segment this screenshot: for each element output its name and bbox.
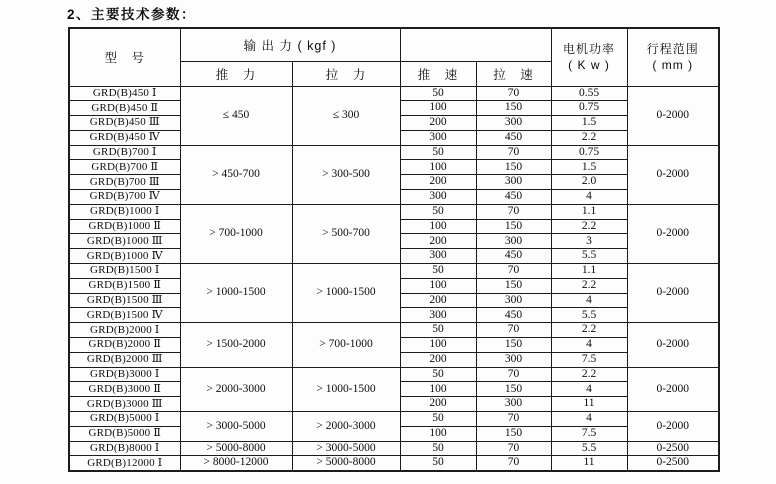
pull-force-cell: > 300-500 bbox=[292, 145, 400, 204]
motor-power-cell: 2.2 bbox=[551, 219, 627, 234]
pull-speed-cell: 70 bbox=[476, 367, 551, 382]
model-cell: GRD(B)1000 Ⅱ bbox=[69, 219, 180, 234]
push-speed-cell: 50 bbox=[400, 441, 476, 456]
table-row bbox=[69, 145, 719, 160]
table-row bbox=[69, 323, 719, 338]
pull-force-cell: > 3000-5000 bbox=[292, 441, 400, 456]
pull-force-cell: ≤ 300 bbox=[292, 86, 400, 145]
pull-speed-cell: 70 bbox=[476, 264, 551, 279]
header-push-force: 推 力 bbox=[180, 61, 292, 86]
header-pull-force: 拉 力 bbox=[292, 61, 400, 86]
model-cell: GRD(B)5000 Ⅰ bbox=[69, 412, 180, 427]
motor-power-cell: 11 bbox=[551, 397, 627, 412]
push-speed-cell: 300 bbox=[400, 249, 476, 264]
pull-speed-cell: 150 bbox=[476, 101, 551, 116]
pull-speed-cell: 70 bbox=[476, 456, 551, 471]
pull-speed-cell: 70 bbox=[476, 441, 551, 456]
pull-speed-cell: 300 bbox=[476, 234, 551, 249]
table-row bbox=[69, 204, 719, 219]
pull-speed-cell: 150 bbox=[476, 338, 551, 353]
header-motor-power-line2: ( K w ) bbox=[568, 58, 610, 73]
model-cell: GRD(B)3000 Ⅰ bbox=[69, 367, 180, 382]
push-speed-cell: 200 bbox=[400, 397, 476, 412]
push-speed-cell: 300 bbox=[400, 308, 476, 323]
pull-speed-cell: 450 bbox=[476, 249, 551, 264]
pull-speed-cell: 450 bbox=[476, 308, 551, 323]
parameters-table bbox=[68, 27, 720, 472]
pull-speed-cell: 70 bbox=[476, 204, 551, 219]
motor-power-cell: 1.1 bbox=[551, 264, 627, 279]
motor-power-cell: 2.2 bbox=[551, 323, 627, 338]
model-cell: GRD(B)2000 Ⅱ bbox=[69, 338, 180, 353]
motor-power-cell: 4 bbox=[551, 190, 627, 205]
motor-power-cell: 2.2 bbox=[551, 130, 627, 145]
header-model: 型 号 bbox=[69, 28, 180, 86]
pull-speed-cell: 450 bbox=[476, 130, 551, 145]
stroke-range-cell: 0-2000 bbox=[627, 264, 719, 323]
model-cell: GRD(B)450 Ⅳ bbox=[69, 130, 180, 145]
pull-speed-cell: 150 bbox=[476, 382, 551, 397]
motor-power-cell: 2.0 bbox=[551, 175, 627, 190]
push-speed-cell: 100 bbox=[400, 426, 476, 441]
push-speed-cell: 200 bbox=[400, 116, 476, 131]
header-speed-spacer bbox=[400, 28, 551, 61]
header-motor-power-line1: 电机功率 bbox=[562, 42, 615, 57]
push-speed-cell: 100 bbox=[400, 278, 476, 293]
pull-speed-cell: 70 bbox=[476, 86, 551, 101]
table-row bbox=[69, 412, 719, 427]
motor-power-cell: 0.75 bbox=[551, 101, 627, 116]
stroke-range-cell: 0-2500 bbox=[627, 441, 719, 456]
push-force-cell: > 2000-3000 bbox=[180, 367, 292, 411]
motor-power-cell: 2.2 bbox=[551, 278, 627, 293]
section-title: 2、主要技术参数： bbox=[67, 7, 197, 22]
header-stroke-range bbox=[627, 28, 719, 86]
push-speed-cell: 50 bbox=[400, 456, 476, 471]
pull-speed-cell: 300 bbox=[476, 293, 551, 308]
model-cell: GRD(B)1000 Ⅳ bbox=[69, 249, 180, 264]
model-cell: GRD(B)1500 Ⅳ bbox=[69, 308, 180, 323]
motor-power-cell: 4 bbox=[551, 382, 627, 397]
model-cell: GRD(B)450 Ⅰ bbox=[69, 86, 180, 101]
pull-speed-cell: 300 bbox=[476, 352, 551, 367]
push-speed-cell: 300 bbox=[400, 130, 476, 145]
push-speed-cell: 200 bbox=[400, 352, 476, 367]
push-force-cell: > 1500-2000 bbox=[180, 323, 292, 367]
push-speed-cell: 50 bbox=[400, 264, 476, 279]
header-pull-speed: 拉 速 bbox=[476, 61, 551, 86]
push-force-cell: > 3000-5000 bbox=[180, 412, 292, 442]
push-force-cell: > 1000-1500 bbox=[180, 264, 292, 323]
header-stroke-range-line1: 行程范围 bbox=[646, 42, 699, 57]
motor-power-cell: 3 bbox=[551, 234, 627, 249]
pull-speed-cell: 300 bbox=[476, 175, 551, 190]
push-speed-cell: 100 bbox=[400, 382, 476, 397]
stroke-range-cell: 0-2000 bbox=[627, 145, 719, 204]
model-cell: GRD(B)1000 Ⅲ bbox=[69, 234, 180, 249]
stroke-range-cell: 0-2000 bbox=[627, 323, 719, 367]
stroke-range-cell: 0-2000 bbox=[627, 412, 719, 442]
push-speed-cell: 100 bbox=[400, 338, 476, 353]
header-motor-power bbox=[551, 28, 627, 86]
motor-power-cell: 7.5 bbox=[551, 426, 627, 441]
push-speed-cell: 50 bbox=[400, 145, 476, 160]
model-cell: GRD(B)1000 Ⅰ bbox=[69, 204, 180, 219]
push-speed-cell: 50 bbox=[400, 204, 476, 219]
model-cell: GRD(B)1500 Ⅱ bbox=[69, 278, 180, 293]
table-row bbox=[69, 367, 719, 382]
stroke-range-cell: 0-2000 bbox=[627, 86, 719, 145]
model-cell: GRD(B)8000 Ⅰ bbox=[69, 441, 180, 456]
motor-power-cell: 1.1 bbox=[551, 204, 627, 219]
pull-force-cell: > 500-700 bbox=[292, 204, 400, 263]
model-cell: GRD(B)2000 Ⅰ bbox=[69, 323, 180, 338]
model-cell: GRD(B)2000 Ⅲ bbox=[69, 352, 180, 367]
stroke-range-cell: 0-2500 bbox=[627, 456, 719, 471]
model-cell: GRD(B)700 Ⅲ bbox=[69, 175, 180, 190]
pull-force-cell: > 700-1000 bbox=[292, 323, 400, 367]
push-speed-cell: 100 bbox=[400, 101, 476, 116]
motor-power-cell: 0.75 bbox=[551, 145, 627, 160]
pull-speed-cell: 70 bbox=[476, 145, 551, 160]
pull-speed-cell: 70 bbox=[476, 323, 551, 338]
model-cell: GRD(B)1500 Ⅰ bbox=[69, 264, 180, 279]
pull-speed-cell: 150 bbox=[476, 219, 551, 234]
model-cell: GRD(B)1500 Ⅲ bbox=[69, 293, 180, 308]
stroke-range-cell: 0-2000 bbox=[627, 367, 719, 411]
push-force-cell: > 5000-8000 bbox=[180, 441, 292, 456]
table-row bbox=[69, 441, 719, 456]
push-speed-cell: 50 bbox=[400, 323, 476, 338]
motor-power-cell: 1.5 bbox=[551, 116, 627, 131]
table-row bbox=[69, 86, 719, 101]
table-row bbox=[69, 264, 719, 279]
pull-force-cell: > 2000-3000 bbox=[292, 412, 400, 442]
motor-power-cell: 4 bbox=[551, 412, 627, 427]
motor-power-cell: 0.55 bbox=[551, 86, 627, 101]
model-cell: GRD(B)5000 Ⅱ bbox=[69, 426, 180, 441]
table-header bbox=[69, 28, 719, 86]
motor-power-cell: 2.2 bbox=[551, 367, 627, 382]
motor-power-cell: 5.5 bbox=[551, 249, 627, 264]
model-cell: GRD(B)700 Ⅱ bbox=[69, 160, 180, 175]
motor-power-cell: 7.5 bbox=[551, 352, 627, 367]
model-cell: GRD(B)700 Ⅳ bbox=[69, 190, 180, 205]
header-row-1 bbox=[69, 28, 719, 61]
push-speed-cell: 50 bbox=[400, 86, 476, 101]
model-cell: GRD(B)700 Ⅰ bbox=[69, 145, 180, 160]
push-speed-cell: 200 bbox=[400, 234, 476, 249]
push-speed-cell: 50 bbox=[400, 412, 476, 427]
pull-force-cell: > 1000-1500 bbox=[292, 264, 400, 323]
model-cell: GRD(B)3000 Ⅲ bbox=[69, 397, 180, 412]
pull-speed-cell: 300 bbox=[476, 116, 551, 131]
model-cell: GRD(B)450 Ⅲ bbox=[69, 116, 180, 131]
model-cell: GRD(B)450 Ⅱ bbox=[69, 101, 180, 116]
pull-speed-cell: 300 bbox=[476, 397, 551, 412]
push-force-cell: > 450-700 bbox=[180, 145, 292, 204]
model-cell: GRD(B)3000 Ⅱ bbox=[69, 382, 180, 397]
pull-speed-cell: 450 bbox=[476, 190, 551, 205]
push-speed-cell: 300 bbox=[400, 190, 476, 205]
motor-power-cell: 11 bbox=[551, 456, 627, 471]
push-force-cell: > 700-1000 bbox=[180, 204, 292, 263]
push-force-cell: > 8000-12000 bbox=[180, 456, 292, 471]
header-output-force: 输 出 力 ( kgf ) bbox=[180, 28, 400, 61]
pull-speed-cell: 150 bbox=[476, 278, 551, 293]
model-cell: GRD(B)12000 Ⅰ bbox=[69, 456, 180, 471]
motor-power-cell: 5.5 bbox=[551, 441, 627, 456]
push-force-cell: ≤ 450 bbox=[180, 86, 292, 145]
push-speed-cell: 100 bbox=[400, 160, 476, 175]
pull-speed-cell: 150 bbox=[476, 160, 551, 175]
push-speed-cell: 200 bbox=[400, 293, 476, 308]
header-stroke-range-line2: ( mm ) bbox=[652, 58, 694, 73]
push-speed-cell: 100 bbox=[400, 219, 476, 234]
header-push-speed: 推 速 bbox=[400, 61, 476, 86]
table-row bbox=[69, 456, 719, 471]
motor-power-cell: 1.5 bbox=[551, 160, 627, 175]
table-body bbox=[69, 86, 719, 471]
pull-force-cell: > 1000-1500 bbox=[292, 367, 400, 411]
push-speed-cell: 50 bbox=[400, 367, 476, 382]
pull-force-cell: > 5000-8000 bbox=[292, 456, 400, 471]
motor-power-cell: 4 bbox=[551, 338, 627, 353]
motor-power-cell: 4 bbox=[551, 293, 627, 308]
stroke-range-cell: 0-2000 bbox=[627, 204, 719, 263]
push-speed-cell: 200 bbox=[400, 175, 476, 190]
pull-speed-cell: 150 bbox=[476, 426, 551, 441]
pull-speed-cell: 70 bbox=[476, 412, 551, 427]
motor-power-cell: 5.5 bbox=[551, 308, 627, 323]
